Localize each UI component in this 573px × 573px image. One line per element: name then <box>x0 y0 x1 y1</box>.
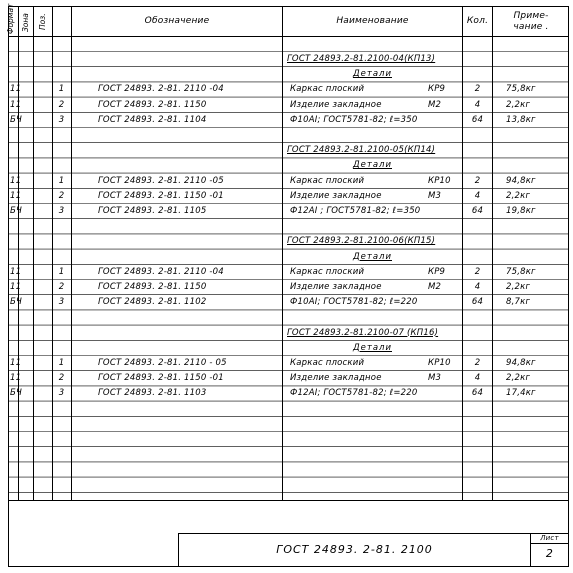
row-quantity: 64 <box>471 206 484 216</box>
row-format: 11 <box>10 282 22 292</box>
row-position: 1 <box>58 84 65 95</box>
row-designation: ГОСТ 24893. 2-81. 2110 -04 <box>98 266 224 277</box>
row-quantity: 64 <box>471 114 484 125</box>
row-position: 1 <box>58 175 65 186</box>
row-format: БЧ <box>10 297 23 308</box>
row-name: Каркас плоский <box>290 266 365 277</box>
section-title: ГОСТ 24893.2-81.2100-04(КП13) <box>287 54 436 64</box>
row-note: 2,2кг <box>506 190 531 201</box>
header-format: Формат <box>6 3 15 34</box>
row-name: Ф10АI; ГОСТ5781-82; ℓ=350 <box>290 114 418 125</box>
row-designation: ГОСТ 24893. 2-81. 2110 -05 <box>98 175 224 186</box>
row-name: Каркас плоский <box>290 358 365 368</box>
header-note-line1: Приме- <box>513 11 549 21</box>
row-position: 1 <box>58 266 65 277</box>
section-subtitle: Детали <box>353 251 392 262</box>
row-quantity: 2 <box>474 266 481 277</box>
row-designation: ГОСТ 24893. 2-81. 1104 <box>98 114 207 125</box>
section-title: ГОСТ 24893.2-81.2100-06(КП15) <box>287 236 436 247</box>
row-position: 3 <box>58 114 65 125</box>
row-quantity: 2 <box>474 84 481 95</box>
header-qty: Кол. <box>466 16 489 26</box>
row-quantity: 4 <box>474 373 481 384</box>
row-quantity: 64 <box>471 297 484 308</box>
section-title: ГОСТ 24893.2-81.2100-07 (КП16) <box>287 327 439 338</box>
row-mark: М3 <box>428 190 442 201</box>
row-format: 11 <box>10 99 22 110</box>
row-mark: КР10 <box>428 358 451 368</box>
row-format: 11 <box>10 358 22 368</box>
section-title: ГОСТ 24893.2-81.2100-05(КП14) <box>287 145 436 156</box>
row-position: 1 <box>58 358 65 368</box>
row-position: 2 <box>58 373 65 384</box>
header-pos: Поз. <box>38 13 47 30</box>
row-note: 94,8кг <box>506 358 536 368</box>
section-subtitle: Детали <box>353 160 392 171</box>
row-designation: ГОСТ 24893. 2-81. 1105 <box>98 206 207 216</box>
row-designation: ГОСТ 24893. 2-81. 1150 -01 <box>98 190 224 201</box>
row-note: 2,2кг <box>506 373 531 384</box>
row-format: БЧ <box>10 388 23 399</box>
row-designation: ГОСТ 24893. 2-81. 1103 <box>98 388 207 399</box>
row-quantity: 2 <box>474 358 481 368</box>
row-quantity: 2 <box>474 175 481 186</box>
section-subtitle: Детали <box>353 69 392 80</box>
row-name: Ф10АI; ГОСТ5781-82; ℓ=220 <box>290 297 418 308</box>
row-name: Изделие закладное <box>290 190 382 201</box>
row-format: 11 <box>10 373 22 384</box>
row-note: 17,4кг <box>506 388 536 399</box>
row-position: 2 <box>58 282 65 292</box>
row-quantity: 4 <box>474 99 481 110</box>
row-format: 11 <box>10 190 22 201</box>
row-mark: М2 <box>428 282 442 292</box>
row-quantity: 4 <box>474 282 481 292</box>
row-note: 8,7кг <box>506 297 531 308</box>
row-note: 2,2кг <box>506 99 531 110</box>
row-format: 11 <box>10 266 22 277</box>
row-position: 3 <box>58 388 65 399</box>
header-designation: Обозначение <box>144 16 210 26</box>
header-name: Наименование <box>336 16 409 26</box>
row-note: 2,2кг <box>506 282 531 292</box>
row-quantity: 64 <box>471 388 484 399</box>
row-note: 19,8кг <box>506 206 536 216</box>
row-name: Каркас плоский <box>290 84 365 95</box>
sheet-label: Лист <box>540 534 559 542</box>
row-designation: ГОСТ 24893. 2-81. 1150 <box>98 99 207 110</box>
doc-code: ГОСТ 24893. 2-81. 2100 <box>276 543 433 556</box>
row-quantity: 4 <box>474 190 481 201</box>
row-name: Каркас плоский <box>290 175 365 186</box>
row-format: БЧ <box>10 114 23 125</box>
row-mark: КР9 <box>428 84 446 95</box>
sheet-number: 2 <box>545 547 554 560</box>
row-designation: ГОСТ 24893. 2-81. 1102 <box>98 297 207 308</box>
row-note: 75,8кг <box>506 266 536 277</box>
row-designation: ГОСТ 24893. 2-81. 2110 - 05 <box>98 358 227 368</box>
row-mark: М2 <box>428 99 442 110</box>
row-designation: ГОСТ 24893. 2-81. 1150 <box>98 282 207 292</box>
row-position: 3 <box>58 297 65 308</box>
row-designation: ГОСТ 24893. 2-81. 1150 -01 <box>98 373 224 384</box>
row-position: 2 <box>58 190 65 201</box>
section-subtitle: Детали <box>353 342 392 353</box>
row-name: Ф12АI; ГОСТ5781-82; ℓ=220 <box>290 388 418 399</box>
row-note: 94,8кг <box>506 175 536 186</box>
row-format: 11 <box>10 175 22 186</box>
row-mark: М3 <box>428 373 442 384</box>
header-note-line2: чание . <box>513 22 549 32</box>
row-name: Изделие закладное <box>290 282 382 292</box>
row-designation: ГОСТ 24893. 2-81. 2110 -04 <box>98 84 224 95</box>
row-format: БЧ <box>10 206 23 216</box>
row-mark: КР9 <box>428 266 446 277</box>
row-name: Ф12АI ; ГОСТ5781-82; ℓ=350 <box>290 206 421 216</box>
row-position: 3 <box>58 206 65 216</box>
row-position: 2 <box>58 99 65 110</box>
row-note: 75,8кг <box>506 84 536 95</box>
row-note: 13,8кг <box>506 114 536 125</box>
header-zone: Зона <box>21 13 30 32</box>
row-name: Изделие закладное <box>290 373 382 384</box>
row-mark: КР10 <box>428 175 451 186</box>
row-name: Изделие закладное <box>290 99 382 110</box>
row-format: 11 <box>10 84 22 95</box>
